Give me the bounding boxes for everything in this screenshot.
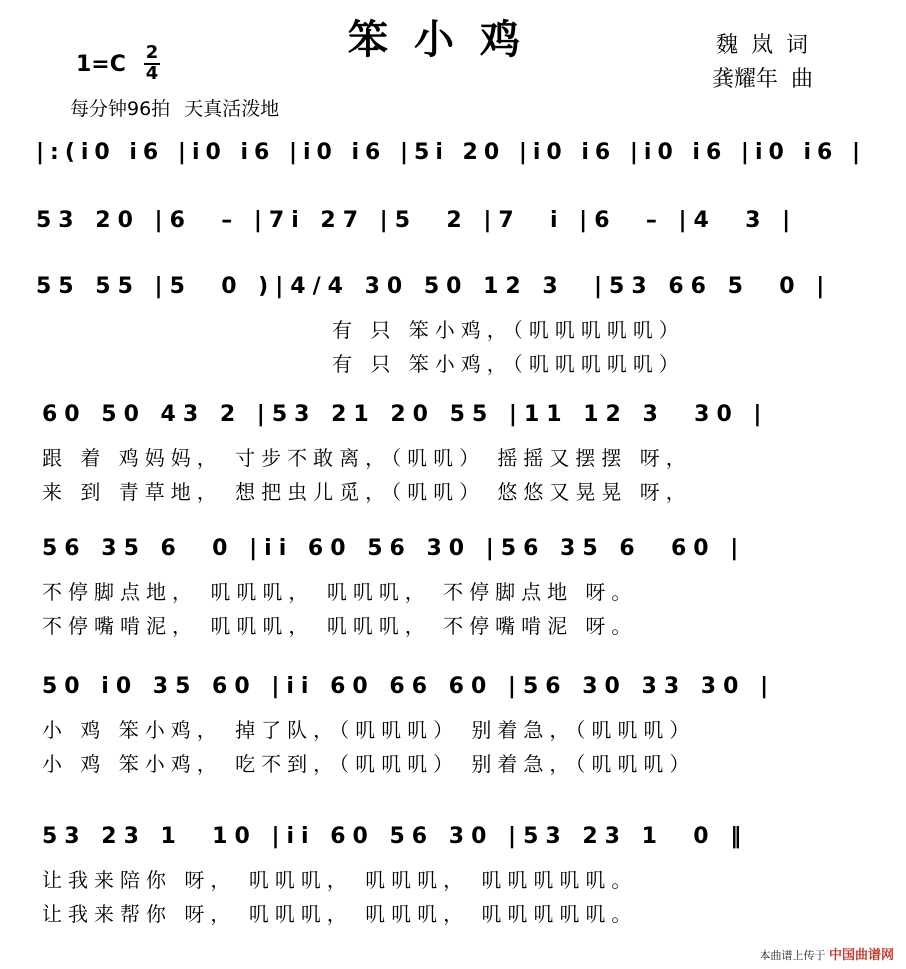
lyric-line-verse-1: 让我来陪你 呀， 叽叽叽， 叽叽叽， 叽叽叽叽叽。 (42, 868, 638, 892)
lyric-line-verse-2: 有 只 笨小鸡，（叽叽叽叽叽） (332, 352, 685, 376)
notation-line: 55 55 |5 0 )|4/4 30 50 12 3 |53 66 5 0 | (36, 274, 832, 299)
page-title: 笨小鸡 (348, 16, 546, 63)
notation-line: 53 23 1 10 |ii 60 56 30 |53 23 1 0 ‖ (42, 824, 749, 849)
notation-line: 56 35 6 0 |ii 60 56 30 |56 35 6 60 | (42, 536, 746, 561)
footer-text: 本曲谱上传于 (759, 949, 826, 962)
lyric-line-verse-1: 小 鸡 笨小鸡， 掉了队，（叽叽叽） 别着急，（叽叽叽） (42, 718, 696, 742)
lyric-line-verse-1: 跟 着 鸡妈妈， 寸步不敢离，（叽叽） 摇摇又摆摆 呀， (42, 446, 692, 470)
notation-line: 60 50 43 2 |53 21 20 55 |11 12 3 30 | (42, 402, 769, 427)
notation-line: 53 20 |6 – |7i 27 |5 2 |7 i |6 – |4 3 | (36, 208, 798, 233)
upload-footer (759, 944, 894, 963)
lyric-line-verse-2: 小 鸡 笨小鸡， 吃不到，（叽叽叽） 别着急，（叽叽叽） (42, 752, 696, 776)
time-numerator: 2 (145, 42, 159, 63)
time-denominator: 4 (145, 63, 159, 84)
time-signature (144, 44, 160, 83)
lyric-line-verse-1: 不停脚点地， 叽叽叽， 叽叽叽， 不停脚点地 呀。 (42, 580, 638, 604)
site-logo: 中国曲谱网 (828, 948, 894, 963)
lyricist-credit: 魏 岚 词 (716, 33, 808, 58)
lyric-line-verse-2: 来 到 青草地， 想把虫儿觅，（叽叽） 悠悠又晃晃 呀， (42, 480, 692, 504)
lyric-line-verse-2: 让我来帮你 呀， 叽叽叽， 叽叽叽， 叽叽叽叽叽。 (42, 902, 638, 926)
lyric-line-verse-2: 不停嘴啃泥， 叽叽叽， 叽叽叽， 不停嘴啃泥 呀。 (42, 614, 638, 638)
key-signature: 1=C (76, 52, 126, 77)
composer-credit: 龚耀年 曲 (712, 67, 813, 92)
tempo-marking: 每分钟96拍 天真活泼地 (70, 98, 280, 120)
lyric-line-verse-1: 有 只 笨小鸡，（叽叽叽叽叽） (332, 318, 685, 342)
notation-line: 50 i0 35 60 |ii 60 66 60 |56 30 33 30 | (42, 674, 776, 699)
notation-line: |:(i0 i6 |i0 i6 |i0 i6 |5i 20 |i0 i6 |i0 i6 |i0 i6 | (36, 140, 867, 165)
